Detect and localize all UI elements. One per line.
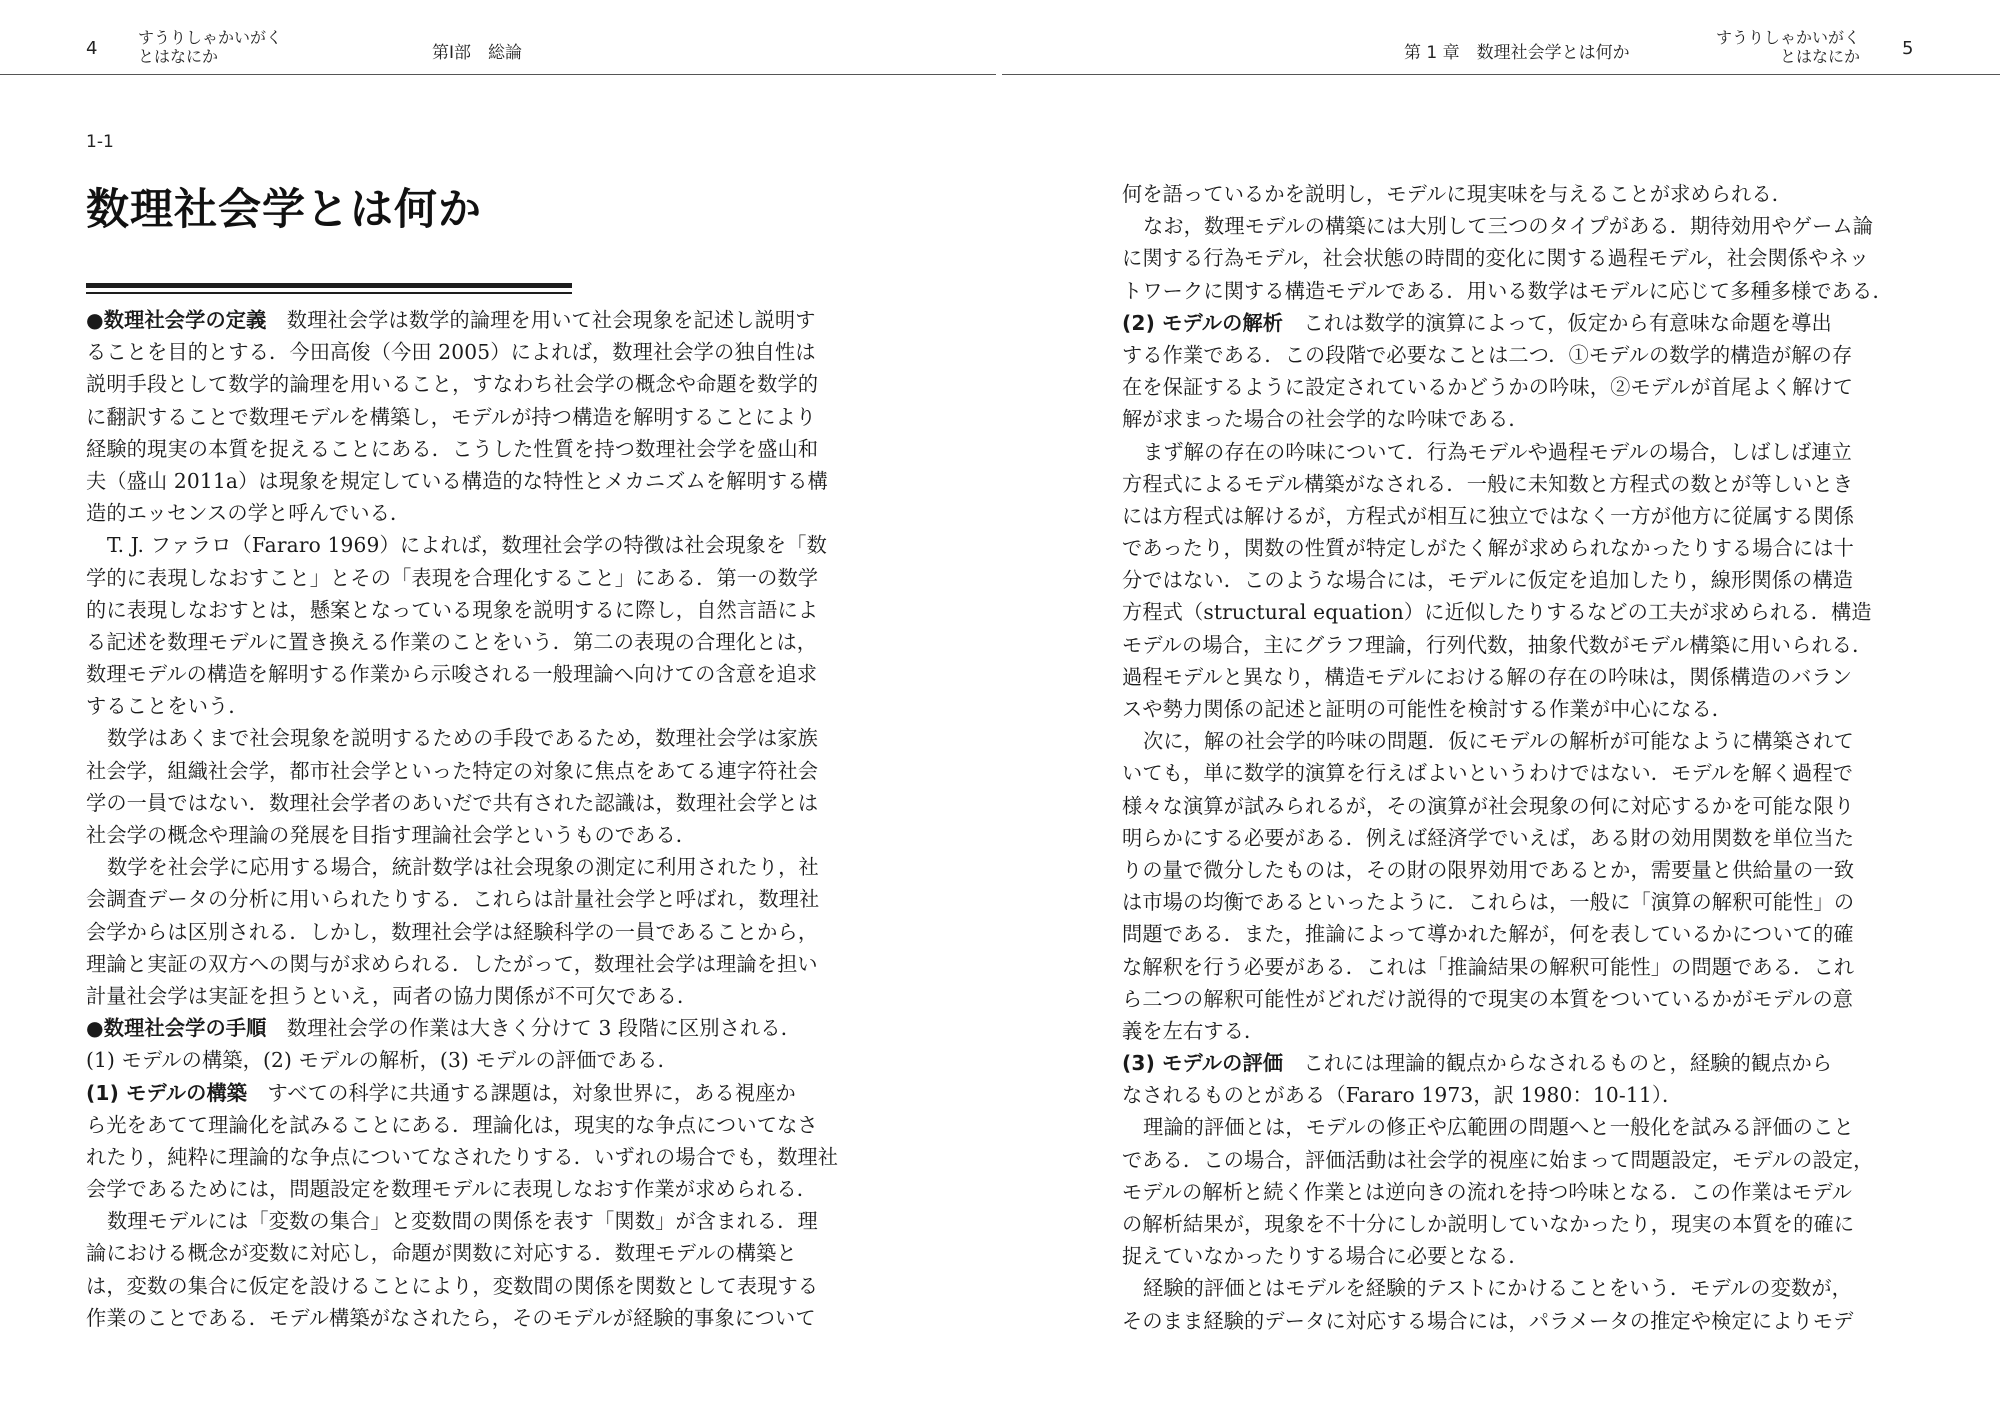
- line-text: ら二つの解釈可能性がどれだけ説得的で現実の本質をついているかがモデルの意: [1122, 986, 1854, 1011]
- text-line: [1122, 790, 1922, 822]
- text-line: [86, 336, 886, 368]
- line-text: 解が求まった場合の社会学的な吟味である．: [1122, 407, 1529, 432]
- text-line: [86, 755, 886, 787]
- run-in-heading: (3) モデルの評価: [1122, 1051, 1284, 1076]
- line-text: 作業のことである．モデル構築がなされたら，そのモデルが経験的事象について: [86, 1305, 816, 1330]
- page-title: 数理社会学とは何か: [86, 185, 482, 235]
- line-text: 在を保証するように設定されているかどうかの吟味，②モデルが首尾よく解けて: [1122, 375, 1854, 400]
- text-line: [86, 819, 886, 851]
- line-text: の解析結果が，現象を不十分にしか説明していなかったり，現実の本質を的確に: [1122, 1212, 1855, 1236]
- text-line: [1122, 1015, 1922, 1047]
- title-rule-thin: [86, 292, 572, 294]
- line-text: 数理モデルには「変数の集合」と変数間の関係を表す「関数」が含まれる．理: [107, 1209, 818, 1234]
- text-line: [86, 1270, 886, 1302]
- text-line: [86, 304, 886, 336]
- line-text: ら光をあてて理論化を試みることにある．理論化は，現実的な争点についてなさ: [86, 1112, 818, 1137]
- run-in-heading: (2) モデルの解析: [1122, 310, 1284, 335]
- right-series-line2: とはなにか: [1779, 47, 1860, 66]
- run-in-heading: (1) モデルの構築: [86, 1080, 248, 1105]
- line-text: 捉えていなかったりする場合に必要となる．: [1122, 1244, 1529, 1269]
- text-line: [1122, 1047, 1922, 1079]
- line-text: なされるものとがある（Fararo 1973，訳 1980：10-11）．: [1122, 1083, 1683, 1108]
- text-line: [1122, 1240, 1922, 1272]
- line-text: である．この場合，評価活動は社会学的視座に始まって問題設定，モデルの設定，: [1122, 1147, 1874, 1172]
- text-line: [1122, 403, 1922, 435]
- section-number: 1-1: [86, 132, 114, 152]
- line-text: トワークに関する構造モデルである．用いる数学はモデルに応じて多種多様である．: [1122, 278, 1893, 303]
- text-line: [1122, 371, 1922, 403]
- line-text: モデルの場合，主にグラフ理論，行列代数，抽象代数がモデル構築に用いられる．: [1122, 632, 1873, 657]
- line-text: 会学からは区別される．しかし，数理社会学は経験科学の一員であることから，: [86, 919, 819, 944]
- line-text: まず解の存在の吟味について．行為モデルや過程モデルの場合，しばしば連立: [1143, 439, 1852, 464]
- line-text: 数学はあくまで社会現象を説明するための手段であるため，数理社会学は家族: [107, 726, 819, 751]
- right-page-number: 5: [1902, 38, 1914, 59]
- right-chapter-label: 第 1 章 数理社会学とは何か: [1404, 43, 1630, 63]
- text-line: [1122, 468, 1922, 500]
- text-line: [86, 883, 886, 915]
- line-text: 次に，解の社会学的吟味の問題．仮にモデルの解析が可能なように構築されて: [1143, 729, 1854, 754]
- text-line: [1122, 564, 1922, 596]
- line-text: モデルの解析と続く作業とは逆向きの流れを持つ吟味となる．この作業はモデル: [1122, 1179, 1853, 1204]
- line-text: 会学であるためには，問題設定を数理モデルに表現しなおす作業が求められる．: [86, 1177, 818, 1202]
- text-line: [1122, 983, 1922, 1015]
- text-line: [86, 1012, 886, 1044]
- line-text: 学的に表現しなおすこと」とその「表現を合理化すること」にある．第一の数学: [86, 565, 819, 590]
- line-text: 分ではない．このような場合には，モデルに仮定を追加したり，線形関係の構造: [1122, 568, 1854, 593]
- text-line: [1122, 178, 1922, 210]
- text-line: [86, 948, 886, 980]
- text-line: [1122, 1144, 1922, 1176]
- line-text: に翻訳することで数理モデルを構築し，モデルが持つ構造を解明することにより: [86, 404, 817, 429]
- text-line: [86, 851, 886, 883]
- text-line: [86, 497, 886, 529]
- text-line: [86, 465, 886, 497]
- left-series-line2: とはなにか: [138, 47, 219, 66]
- line-text: ることを目的とする．今田高俊（今田 2005）によれば，数理社会学の独自性は: [86, 340, 816, 365]
- text-line: [1122, 918, 1922, 950]
- line-text: 社会学の概念や理論の発展を目指す理論社会学というものである．: [86, 823, 697, 847]
- left-header-rule: [0, 74, 996, 75]
- text-line: [86, 368, 886, 400]
- line-text: 夫（盛山 2011a）は現象を規定している構造的な特性とメカニズムを解明する構: [86, 468, 828, 493]
- left-body-text: [86, 304, 886, 1334]
- line-text: 計量社会学は実証を担うといえ，両者の協力関係が不可欠である．: [86, 983, 698, 1008]
- text-line: [86, 1237, 886, 1269]
- text-line: [86, 787, 886, 819]
- line-text: 造的エッセンスの学と呼んでいる．: [86, 501, 411, 526]
- line-text: 社会学，組織社会学，都市社会学といった特定の対象に焦点をあてる連字符社会: [86, 758, 819, 783]
- run-in-heading: ●数理社会学の定義: [86, 308, 267, 332]
- text-line: [1122, 1208, 1922, 1240]
- text-line: [1122, 1305, 1922, 1337]
- text-line: [1122, 725, 1922, 757]
- text-line: [1122, 242, 1922, 274]
- line-text: 経験的現実の本質を捉えることにある．こうした性質を持つ数理社会学を盛山和: [86, 436, 819, 461]
- text-line: [86, 1302, 886, 1334]
- text-line: [1122, 886, 1922, 918]
- line-text: することをいう．: [86, 694, 249, 719]
- text-line: [1122, 307, 1922, 339]
- text-line: [1122, 951, 1922, 983]
- text-line: [1122, 275, 1922, 307]
- line-text: な解釈を行う必要がある．これは「推論結果の解釈可能性」の問題である．これ: [1122, 954, 1855, 979]
- left-series-title: [138, 28, 282, 66]
- text-line: [1122, 1079, 1922, 1111]
- run-in-heading: ●数理社会学の手順: [86, 1016, 267, 1041]
- line-text: 的に表現しなおすとは，懸案となっている現象を説明するに際し，自然言語によ: [86, 597, 819, 622]
- line-text: に関する行為モデル，社会状態の時間的変化に関する過程モデル，社会関係やネッ: [1122, 246, 1870, 271]
- text-line: [1122, 661, 1922, 693]
- line-text: りの量で微分したものは，その財の限界効用であるとか，需要量と供給量の一致: [1122, 857, 1855, 882]
- text-line: [1122, 629, 1922, 661]
- text-line: [86, 690, 886, 722]
- right-series-title: [1700, 28, 1860, 66]
- text-line: [1122, 1111, 1922, 1143]
- line-text: 方程式によるモデル構築がなされる．一般に未知数と方程式の数とが等しいとき: [1122, 471, 1854, 496]
- text-line: [1122, 339, 1922, 371]
- line-text: 方程式（structural equation）に近似したりするなどの工夫が求められる．構造: [1122, 600, 1872, 625]
- right-body-text: [1122, 178, 1922, 1337]
- text-line: [86, 1141, 886, 1173]
- text-line: [86, 1173, 886, 1205]
- text-line: [86, 1044, 886, 1076]
- text-line: [1122, 693, 1922, 725]
- line-text: すべての科学に共通する課題は，対象世界に，ある視座か: [247, 1080, 796, 1105]
- line-text: そのまま経験的データに対応する場合には，パラメータの推定や検定によりモデ: [1122, 1308, 1854, 1333]
- text-line: [86, 916, 886, 948]
- line-text: 数学を社会学に応用する場合，統計数学は社会現象の測定に利用されたり，社: [107, 855, 819, 880]
- line-text: 数理社会学は数学的論理を用いて社会現象を記述し説明す: [266, 308, 816, 332]
- text-line: [86, 980, 886, 1012]
- line-text: (1) モデルの構築，(2) モデルの解析，(3) モデルの評価である．: [86, 1048, 678, 1073]
- line-text: 学の一員ではない．数理社会学者のあいだで共有された認識は，数理社会学とは: [86, 790, 819, 815]
- text-line: [86, 1109, 886, 1141]
- text-line: [86, 722, 886, 754]
- text-line: [1122, 757, 1922, 789]
- left-series-line1: すうりしゃかいがく: [138, 28, 283, 47]
- text-line: [1122, 436, 1922, 468]
- line-text: 問題である．また，推論によって導かれた解が，何を表しているかについて的確: [1122, 922, 1854, 947]
- text-line: [1122, 854, 1922, 886]
- left-part-label: 第Ⅰ部 総論: [432, 43, 523, 63]
- right-header-rule: [1002, 74, 2000, 75]
- line-text: る記述を数理モデルに置き換える作業のことをいう．第二の表現の合理化とは，: [86, 629, 818, 654]
- line-text: 数理モデルの構造を解明する作業から示唆される一般理論へ向けての含意を追求: [86, 662, 818, 687]
- line-text: 過程モデルと異なり，構造モデルにおける解の存在の吟味は，関係構造のバラン: [1122, 664, 1853, 689]
- right-series-line1: すうりしゃかいがく: [1715, 28, 1860, 47]
- text-line: [1122, 596, 1922, 628]
- text-line: [86, 401, 886, 433]
- line-text: れたり，純粋に理論的な争点についてなされたりする．いずれの場合でも，数理社: [86, 1144, 839, 1169]
- line-text: には方程式は解けるが，方程式が相互に独立ではなく一方が他方に従属する関係: [1122, 503, 1855, 528]
- line-text: 会調査データの分析に用いられたりする．これらは計量社会学と呼ばれ，数理社: [86, 887, 820, 912]
- text-line: [86, 562, 886, 594]
- line-text: は市場の均衡であるといったように．これらは，一般に「演算の解釈可能性」の: [1122, 890, 1855, 915]
- line-text: 説明手段として数学的論理を用いること，すなわち社会学の概念や命題を数学的: [86, 372, 819, 397]
- line-text: であったり，関数の性質が特定しがたく解が求められなかったりする場合には十: [1122, 536, 1854, 561]
- line-text: 理論と実証の双方への関与が求められる．したがって，数理社会学は理論を担い: [86, 951, 818, 976]
- line-text: 様々な演算が試みられるが，その演算が社会現象の何に対応するかを可能な限り: [1122, 793, 1855, 818]
- text-line: [86, 1077, 886, 1109]
- line-text: 論における概念が変数に対応し，命題が関数に対応する．数理モデルの構築と: [86, 1241, 797, 1266]
- text-line: [86, 433, 886, 465]
- text-line: [1122, 822, 1922, 854]
- line-text: これは数学的演算によって，仮定から有意味な命題を導出: [1283, 310, 1832, 335]
- line-text: 何を語っているかを説明し，モデルに現実味を与えることが求められる．: [1122, 182, 1793, 206]
- text-line: [1122, 1272, 1922, 1304]
- line-text: スや勢力関係の記述と証明の可能性を検討する作業が中心になる．: [1122, 697, 1733, 721]
- text-line: [86, 1205, 886, 1237]
- text-line: [86, 658, 886, 690]
- text-line: [86, 626, 886, 658]
- line-text: いても，単に数学的演算を行えばよいというわけではない．モデルを解く過程で: [1122, 761, 1854, 786]
- line-text: なお，数理モデルの構築には大別して三つのタイプがある．期待効用やゲーム論: [1143, 214, 1874, 239]
- line-text: する作業である．この段階で必要なことは二つ．①モデルの数学的構造が解の存: [1122, 342, 1853, 367]
- text-line: [86, 594, 886, 626]
- title-rule-thick: [86, 283, 572, 288]
- text-line: [1122, 532, 1922, 564]
- line-text: 明らかにする必要がある．例えば経済学でいえば，ある財の効用関数を単位当た: [1122, 825, 1855, 850]
- left-page-number: 4: [86, 38, 98, 59]
- text-line: [1122, 210, 1922, 242]
- text-line: [86, 529, 886, 561]
- text-line: [1122, 500, 1922, 532]
- line-text: 数理社会学の作業は大きく分けて 3 段階に区別される．: [266, 1016, 802, 1041]
- line-text: T. J. ファラロ（Fararo 1969）によれば，数理社会学の特徴は社会現象を「数: [107, 533, 827, 558]
- line-text: 義を左右する．: [1122, 1018, 1265, 1043]
- line-text: は，変数の集合に仮定を設けることにより，変数間の関係を関数として表現する: [86, 1273, 819, 1298]
- line-text: これには理論的観点からなされるものと，経験的観点から: [1283, 1051, 1833, 1076]
- line-text: 経験的評価とはモデルを経験的テストにかけることをいう．モデルの変数が，: [1143, 1276, 1852, 1301]
- text-line: [1122, 1176, 1922, 1208]
- line-text: 理論的評価とは，モデルの修正や広範囲の問題へと一般化を試みる評価のこと: [1143, 1115, 1854, 1140]
